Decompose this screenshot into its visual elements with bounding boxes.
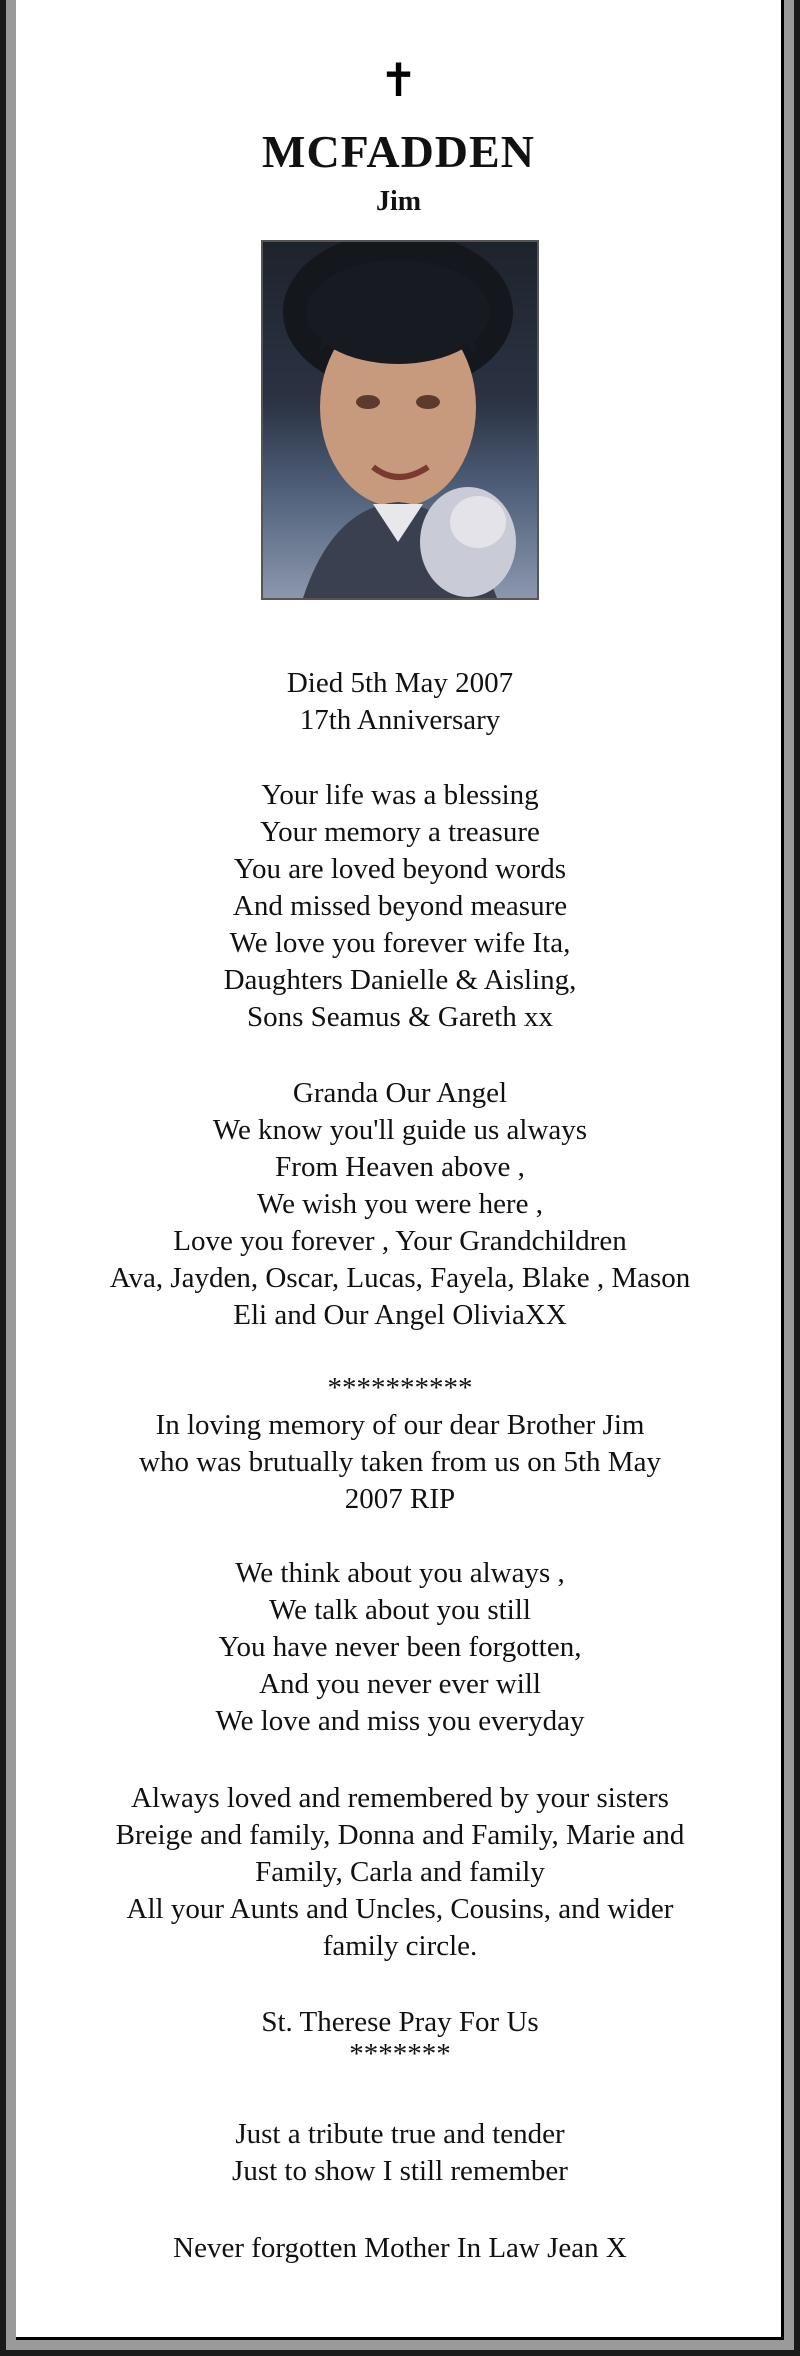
- surname-heading: MCFADDEN: [262, 126, 535, 177]
- memorial-card: [16, 0, 784, 2340]
- verse-line: Your life was a blessing: [261, 779, 539, 811]
- verse-line: You are loved beyond words: [233, 853, 567, 885]
- grandchildren-verse: [36, 1075, 764, 1334]
- verse-line: And missed beyond measure: [232, 890, 568, 922]
- verse-line: Sons Seamus & Gareth xx: [246, 1001, 554, 1033]
- mother-in-law-verse: [36, 2116, 764, 2190]
- verse-line: We talk about you still: [269, 1594, 531, 1626]
- dates-section: [36, 665, 764, 739]
- prayer-stars: *******: [349, 2038, 451, 2070]
- death-date: Died 5th May 2007: [286, 667, 514, 699]
- remembrance-line: Breige and family, Donna and Family, Marie and: [115, 1819, 685, 1851]
- brother-tribute: [36, 1370, 764, 1518]
- verse-line: Love you forever , Your Grandchildren: [173, 1225, 627, 1257]
- verse-line: Granda Our Angel: [292, 1077, 508, 1109]
- prayer-line: St. Therese Pray For Us: [261, 2006, 539, 2038]
- mother-in-law-signoff: [36, 2230, 764, 2267]
- verse-line: Ava, Jayden, Oscar, Lucas, Fayela, Blake , Mason: [109, 1262, 691, 1294]
- verse-line: We wish you were here ,: [257, 1188, 543, 1220]
- verse-line: Just to show I still remember: [232, 2155, 568, 2187]
- remembrance-line: All your Aunts and Uncles, Cousins, and wider: [126, 1893, 674, 1925]
- verse-line: Your memory a treasure: [260, 816, 540, 848]
- cross-icon: ✝: [379, 55, 418, 106]
- remembrance-line: Always loved and remembered by your sisters: [131, 1782, 669, 1814]
- siblings-verse: [36, 1555, 764, 1740]
- verse-line: Eli and Our Angel OliviaXX: [233, 1299, 567, 1331]
- forename-heading: Jim: [375, 186, 422, 217]
- verse-line: You have never been forgotten,: [218, 1631, 582, 1663]
- tribute-line: who was brutually taken from us on 5th May: [139, 1446, 661, 1478]
- verse-line: We think about you always ,: [235, 1557, 565, 1589]
- separator-stars: **********: [327, 1372, 473, 1404]
- verse-line: Just a tribute true and tender: [235, 2118, 565, 2150]
- wife-children-verse: [36, 777, 764, 1036]
- tribute-line: In loving memory of our dear Brother Jim: [155, 1409, 645, 1441]
- anniversary-label: 17th Anniversary: [299, 704, 501, 736]
- portrait-photo: [261, 240, 539, 600]
- verse-line: We love and miss you everyday: [215, 1705, 585, 1737]
- remembrance-line: Family, Carla and family: [255, 1856, 545, 1888]
- sisters-remembrance: [36, 1780, 764, 1965]
- remembrance-line: family circle.: [322, 1930, 478, 1962]
- verse-line: Daughters Danielle & Aisling,: [223, 964, 577, 996]
- tribute-line: 2007 RIP: [344, 1483, 456, 1515]
- verse-line: We know you'll guide us always: [212, 1114, 588, 1146]
- prayer-section: [36, 2004, 764, 2070]
- signoff-line: Never forgotten Mother In Law Jean X: [173, 2232, 627, 2264]
- verse-line: From Heaven above ,: [275, 1151, 525, 1183]
- verse-line: And you never ever will: [259, 1668, 541, 1700]
- verse-line: We love you forever wife Ita,: [229, 927, 571, 959]
